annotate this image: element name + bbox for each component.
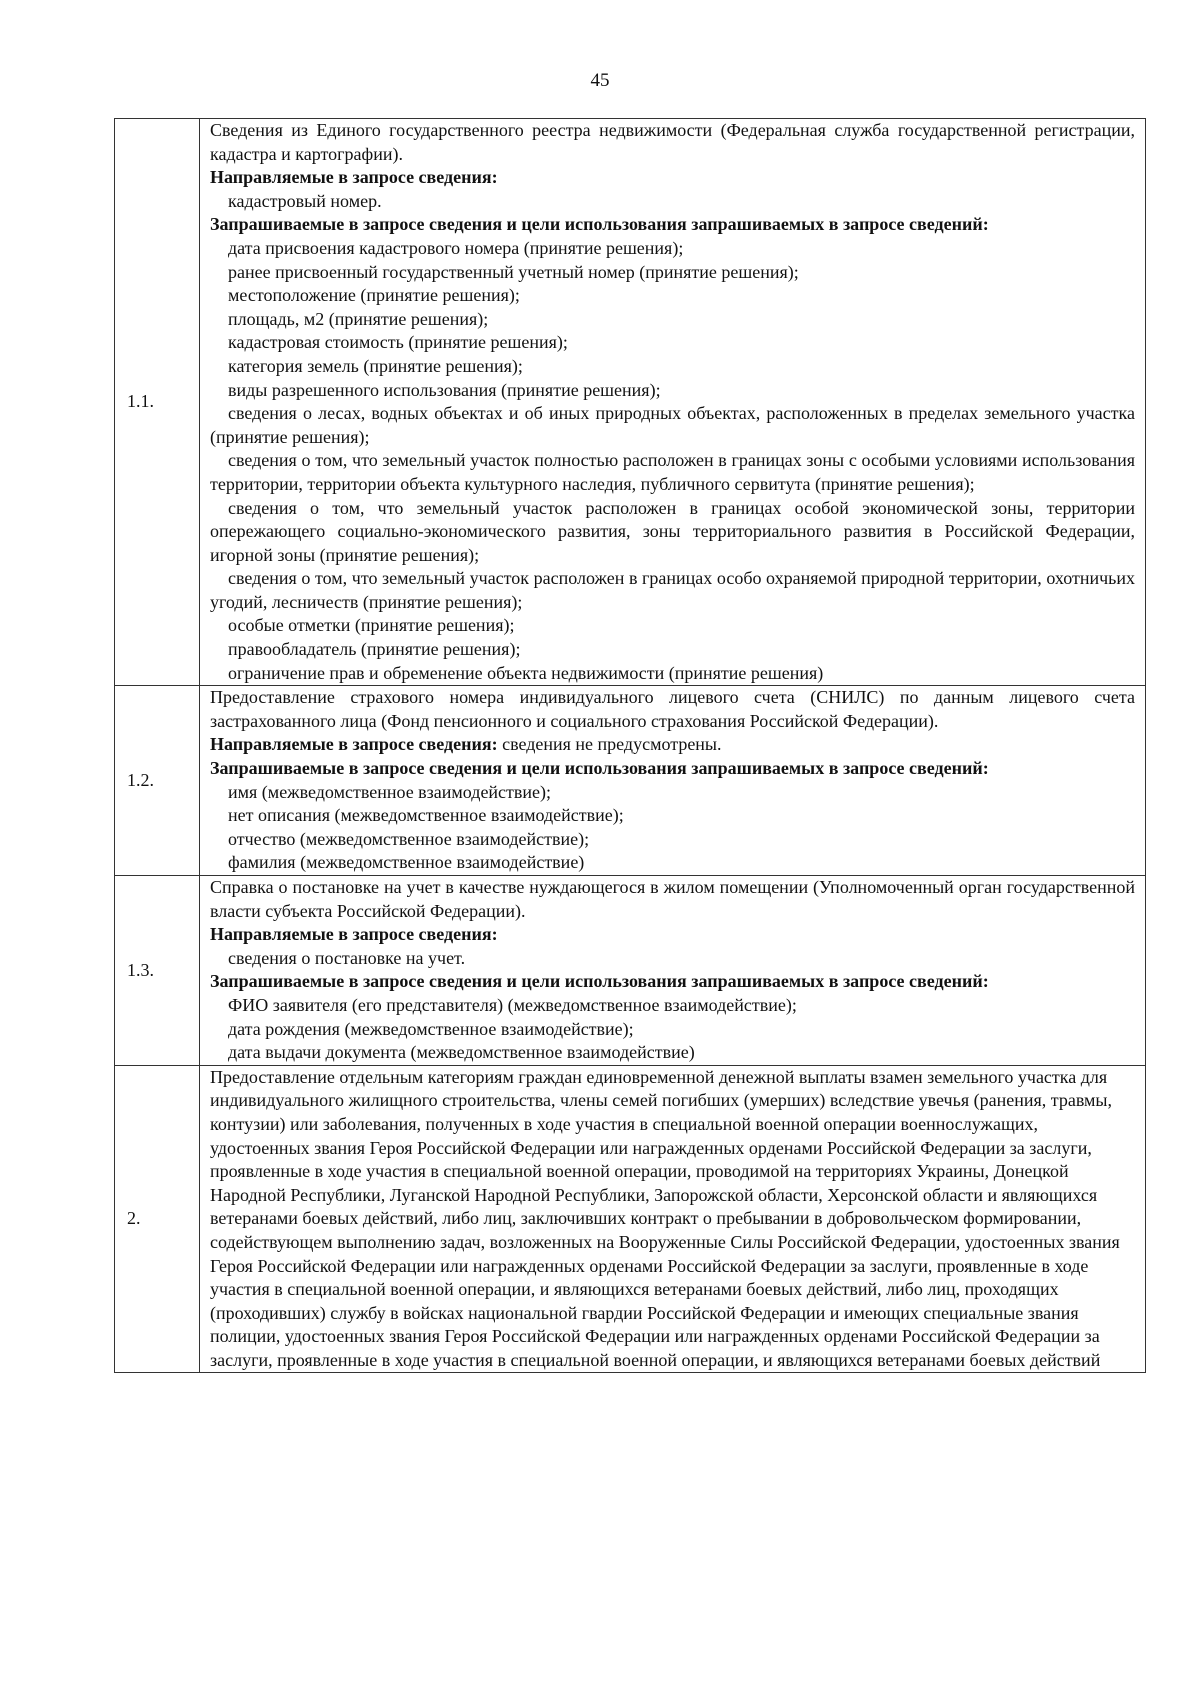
row-text: Предоставление отдельным категориям граждан единовременной денежной выплаты взамен земельного участка для индивидуального жилищного строительства, члены семей погибших (умерших) вследствие увечья (ранения, травмы, контузии) или заболевания, полученных в ходе участия в специальной военной операции военнослужащих, удостоенных звания Героя Российской Федерации или награжденных орденами Российской Федерации за заслуги, проявленные в ходе участия в специальной военной операции, проводимой на территориях Украины, Донецкой Народной Республики, Луганской Народной Республики, Запорожской области, Херсонской области и являющихся ветеранами боевых действий, либо лиц, заключивших контракт о пребывании в добровольческом формировании, содействующем выполнению задач, возложенных на Вооруженные Силы Российской Федерации, удостоенных звания Героя Российской Федерации или награжденных орденами Российской Федерации за заслуги, проявленные в ходе участия в специальной военной операции, и являющихся ветеранами боевых действий, либо лиц, проходящих (проходивших) службу в войсках национальной гвардии Российской Федерации и имеющих специальные звания полиции, удостоенных звания Героя Российской Федерации или награжденных орденами Российской Федерации за заслуги, проявленные в ходе участия в специальной военной операции, и являющихся ветеранами боевых действий xyxy=(210,1066,1120,1370)
list-item: виды разрешенного использования (принятие решения); xyxy=(228,379,661,400)
row-content xyxy=(200,686,1146,876)
row-content xyxy=(200,876,1146,1066)
sent-label: Направляемые в запросе сведения: xyxy=(210,924,498,945)
list-item: правообладатель (принятие решения); xyxy=(228,639,521,660)
table-row xyxy=(115,876,1146,1066)
list-item: сведения о лесах, водных объектах и об иных природных объектах, расположенных в пределах земельного участка (принятие решения); xyxy=(210,403,1135,447)
list-item: категория земель (принятие решения); xyxy=(228,355,523,376)
list-item: сведения о том, что земельный участок расположен в границах особо охраняемой природной территории, охотничьих угодий, лесничеств (принятие решения); xyxy=(210,568,1135,612)
list-item: ограничение прав и обременение объекта недвижимости (принятие решения) xyxy=(228,662,824,683)
row-intro: Сведения из Единого государственного реестра недвижимости (Федеральная служба государственной регистрации, кадастра и картографии). xyxy=(210,120,1135,164)
list-item: имя (межведомственное взаимодействие); xyxy=(228,781,552,802)
row-intro: Справка о постановке на учет в качестве нуждающегося в жилом помещении (Уполномоченный орган государственной власти субъекта Российской Федерации). xyxy=(210,877,1135,921)
list-item: дата присвоения кадастрового номера (принятие решения); xyxy=(228,237,684,258)
list-item: отчество (межведомственное взаимодействие); xyxy=(228,828,590,849)
list-item: ранее присвоенный государственный учетный номер (принятие решения); xyxy=(228,261,799,282)
requested-label: Запрашиваемые в запросе сведения и цели использования запрашиваемых в запросе сведений: xyxy=(210,214,989,235)
table-row xyxy=(115,686,1146,876)
requested-label: Запрашиваемые в запросе сведения и цели использования запрашиваемых в запросе сведений: xyxy=(210,971,989,992)
list-item: сведения о том, что земельный участок расположен в границах особой экономической зоны, территории опережающего социально-экономического развития, зоны территориального развития в Российской Федерации, игорной зоны (принятие решения); xyxy=(210,497,1135,565)
list-item: фамилия (межведомственное взаимодействие) xyxy=(228,852,585,873)
list-item: дата выдачи документа (межведомственное взаимодействие) xyxy=(228,1042,695,1063)
requested-label: Запрашиваемые в запросе сведения и цели использования запрашиваемых в запросе сведений: xyxy=(210,758,989,779)
table-row xyxy=(115,119,1146,686)
table-row xyxy=(115,1065,1146,1373)
list-item: особые отметки (принятие решения); xyxy=(228,615,515,636)
sent-label: Направляемые в запросе сведения: xyxy=(210,734,498,755)
list-item: местоположение (принятие решения); xyxy=(228,285,520,306)
row-content xyxy=(200,119,1146,686)
sent-value: сведения не предусмотрены. xyxy=(497,734,722,755)
row-number: 2. xyxy=(115,1065,200,1373)
row-number: 1.1. xyxy=(115,119,200,686)
list-item: ФИО заявителя (его представителя) (межведомственное взаимодействие); xyxy=(228,994,797,1015)
sent-line xyxy=(210,733,1135,757)
sent-item: кадастровый номер. xyxy=(228,190,382,211)
row-intro: Предоставление страхового номера индивидуального лицевого счета (СНИЛС) по данным лицевого счета застрахованного лица (Фонд пенсионного и социального страхования Российской Федерации). xyxy=(210,687,1135,731)
sent-item: сведения о постановке на учет. xyxy=(228,947,466,968)
requirements-table xyxy=(114,118,1146,1373)
list-item: площадь, м2 (принятие решения); xyxy=(228,308,489,329)
row-number: 1.3. xyxy=(115,876,200,1066)
page-number: 45 xyxy=(590,70,610,91)
list-item: сведения о том, что земельный участок полностью расположен в границах зоны с особыми условиями использования территории, территории объекта культурного наследия, публичного сервитута (принятие решения); xyxy=(210,450,1135,494)
list-item: дата рождения (межведомственное взаимодействие); xyxy=(228,1018,634,1039)
list-item: нет описания (межведомственное взаимодействие); xyxy=(228,805,624,826)
sent-label: Направляемые в запросе сведения: xyxy=(210,167,498,188)
row-number: 1.2. xyxy=(115,686,200,876)
row-content xyxy=(200,1065,1146,1373)
list-item: кадастровая стоимость (принятие решения); xyxy=(228,332,568,353)
